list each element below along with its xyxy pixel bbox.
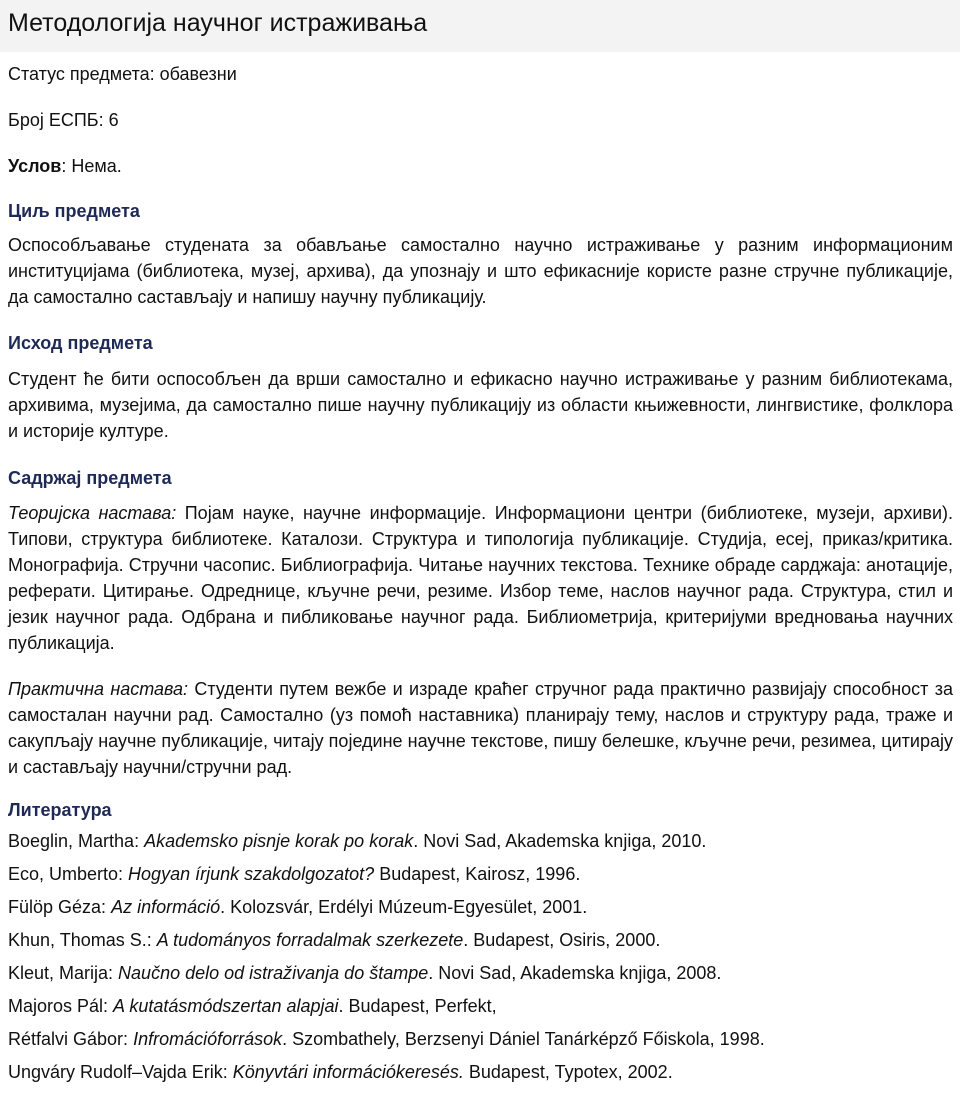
literature-item xyxy=(8,1028,765,1061)
condition-label: Услов xyxy=(8,156,62,176)
lit-publication: . Budapest, Osiris, 2000. xyxy=(463,930,661,950)
lit-title: Könyvtári információkeresés. xyxy=(232,1062,464,1082)
lit-title: A tudományos forradalmak szerkezete xyxy=(156,930,464,950)
practice-text: Студенти путем вежбе и израде краћег стручног рада практично развијају способност за самосталан научни рад. Самостално (уз помоћ наставника) планирају тему, наслов и структуру рада, траже и сакупљају научне публикације, читају поједине научне текстове, пишу белешке, кључне речи, резимеа, цитирају и састављају научни/стручни рад. xyxy=(8,679,954,777)
lit-publication: . Kolozsvár, Erdélyi Múzeum-Egyesület, 2001. xyxy=(220,897,588,917)
outcome-heading: Исход предмета xyxy=(8,333,153,353)
content-heading: Садржај предмета xyxy=(8,468,172,488)
lit-author: Fülöp Géza: xyxy=(8,897,112,917)
practice-paragraph xyxy=(8,676,953,780)
lit-title: A kutatásmódszertan alapjai xyxy=(113,996,339,1016)
goal-heading: Циљ предмета xyxy=(8,201,140,221)
theory-label: Теоријска настава: xyxy=(8,503,177,523)
lit-author: Majoros Pál: xyxy=(8,996,114,1016)
ects-credits xyxy=(8,109,119,131)
lit-author: Eco, Umberto: xyxy=(8,864,129,884)
outcome-text: Студент ће бити оспособљен да врши самостално и ефикасно научно истраживање у разним библиотекама, архивима, музејима, да самостално пише научну публикацију из области књижевности, лингвистике, фолклора и историје културе. xyxy=(8,369,953,441)
literature-item xyxy=(8,863,765,896)
ects-value: 6 xyxy=(108,110,119,130)
lit-publication: . Budapest, Perfekt, xyxy=(338,996,497,1016)
lit-publication: . Szombathely, Berzsenyi Dániel Tanárképző Főiskola, 1998. xyxy=(282,1029,765,1049)
page-title: Методологија научног истраживања xyxy=(8,9,428,37)
literature-list xyxy=(8,830,765,1094)
practice-label: Практична настава: xyxy=(8,679,189,699)
lit-author: Rétfalvi Gábor: xyxy=(8,1029,134,1049)
course-status-value: обавезни xyxy=(159,64,237,84)
theory-paragraph xyxy=(8,500,953,656)
course-condition xyxy=(8,155,122,177)
theory-text: Појам науке, научне информације. Информациони центри (библиотеке, музеји, архиви). Типови, структура библиотеке. Каталози. Структура и типологија публикације. Студија, есеј, приказ/критика. Монографија. Стручни часопис. Библиографија. Читање научних текстова. Технике обраде сарджаја: анотације, реферати. Цитирање. Одреднице, кључне речи, резиме. Избор теме, наслов научног рада. Структура, стил и језик научног рада. Одбрана и пибликовање научног рада. Библиометрија, критеријуми вредновања научних публикација. xyxy=(8,503,954,653)
literature-item xyxy=(8,830,765,863)
lit-author: Ungváry Rudolf–Vajda Erik: xyxy=(8,1062,233,1082)
literature-item xyxy=(8,995,765,1028)
lit-publication: Budapest, Typotex, 2002. xyxy=(463,1062,673,1082)
title-bar xyxy=(0,0,960,52)
literature-heading: Литература xyxy=(8,800,112,820)
lit-publication: . Novi Sad, Akademska knjiga, 2010. xyxy=(413,831,707,851)
literature-item xyxy=(8,962,765,995)
condition-value: : Нема. xyxy=(61,156,122,176)
lit-title: Hogyan írjunk szakdolgozatot? xyxy=(128,864,375,884)
literature-item xyxy=(8,896,765,929)
lit-author: Khun, Thomas S.: xyxy=(8,930,157,950)
course-status-label: Статус предмета: xyxy=(8,64,155,84)
lit-title: Infromációforrások xyxy=(133,1029,283,1049)
lit-title: Naučno delo od istraživanja do štampe xyxy=(118,963,429,983)
lit-author: Boeglin, Martha: xyxy=(8,831,145,851)
lit-title: Az információ xyxy=(111,897,221,917)
lit-title: Akademsko pisnje korak po korak xyxy=(144,831,414,851)
lit-publication: Budapest, Kairosz, 1996. xyxy=(374,864,581,884)
lit-publication: . Novi Sad, Akademska knjiga, 2008. xyxy=(428,963,722,983)
goal-text: Оспособљавање студената за обављање самостално научно истраживање у разним информационим институцијама (библиотека, музеј, архива), да упознају и што ефикасније користе разне стручне публикације, да самостално састављају и напишу научну публикацију. xyxy=(8,235,953,307)
literature-item xyxy=(8,929,765,962)
course-status xyxy=(8,63,237,85)
lit-author: Kleut, Marija: xyxy=(8,963,119,983)
ects-label: Број ЕСПБ: xyxy=(8,110,104,130)
literature-item xyxy=(8,1061,765,1094)
